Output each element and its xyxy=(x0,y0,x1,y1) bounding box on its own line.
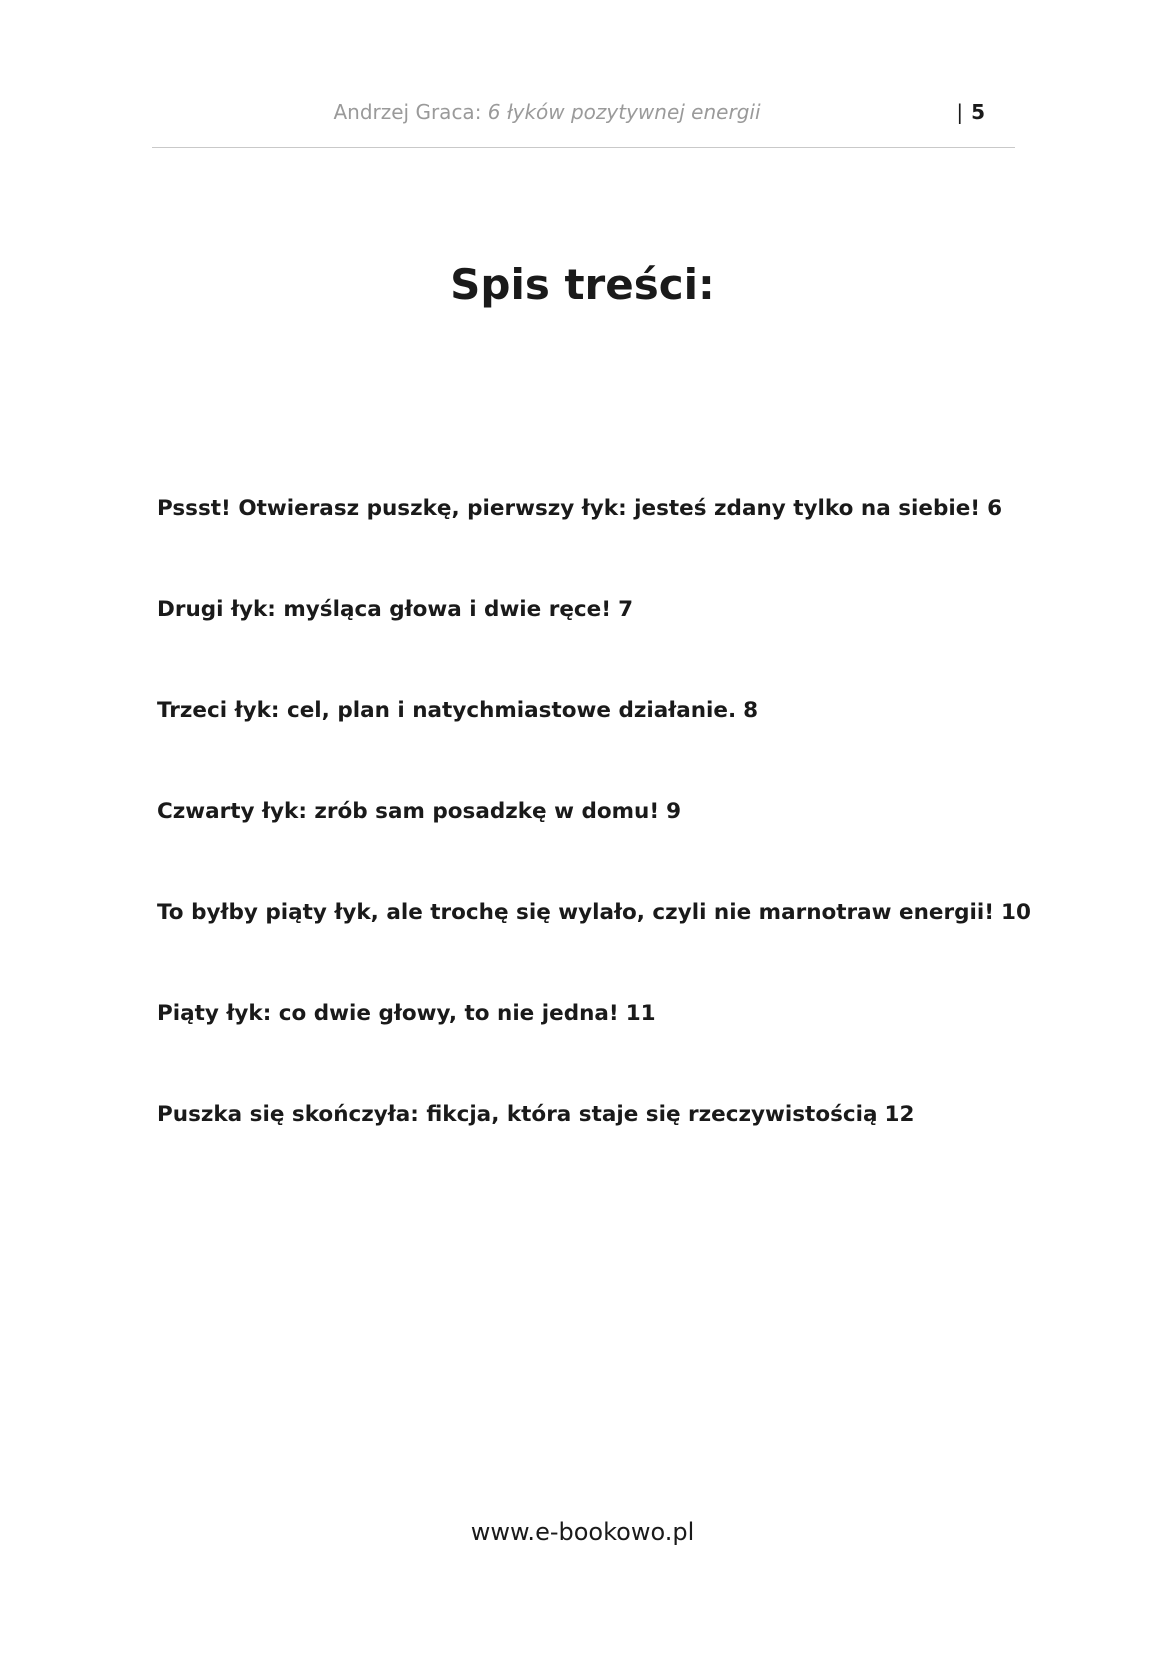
header-title xyxy=(152,100,942,124)
toc-entry-page: 10 xyxy=(1001,900,1031,925)
toc-entry[interactable] xyxy=(157,597,1027,698)
toc-entry[interactable] xyxy=(157,1102,1027,1203)
toc-entry-text: Puszka się skończyła: fikcja, która staje się rzeczywistością xyxy=(157,1102,878,1127)
header-divider xyxy=(152,147,1015,148)
header-page-separator: | xyxy=(956,100,964,124)
toc-entry[interactable] xyxy=(157,496,1027,597)
header-author: Andrzej Graca: xyxy=(333,100,482,124)
toc-entry-page: 11 xyxy=(625,1001,656,1026)
toc-entry-page: 7 xyxy=(618,597,634,622)
toc-list xyxy=(157,496,1031,1203)
toc-entry[interactable] xyxy=(157,1001,1027,1102)
toc-entry-text: Trzeci łyk: cel, plan i natychmiastowe działanie. xyxy=(157,698,737,723)
toc-entry[interactable] xyxy=(157,799,1027,900)
toc-entry[interactable] xyxy=(157,900,1031,1001)
toc-entry-text: Piąty łyk: co dwie głowy, to nie jedna! xyxy=(157,1001,619,1026)
toc-entry[interactable] xyxy=(157,698,1027,799)
toc-entry-text: Drugi łyk: myśląca głowa i dwie ręce! xyxy=(157,597,612,622)
toc-entry-text: Pssst! Otwierasz puszkę, pierwszy łyk: jesteś zdany tylko na siebie! xyxy=(157,496,981,521)
toc-entry-page: 6 xyxy=(987,496,1003,521)
running-header xyxy=(152,96,1015,132)
toc-entry-page: 12 xyxy=(884,1102,915,1127)
header-page-number-value: 5 xyxy=(971,100,985,124)
toc-entry-text: Czwarty łyk: zrób sam posadzkę w domu! xyxy=(157,799,660,824)
header-book-title: 6 łyków pozytywnej energii xyxy=(487,100,761,124)
header-page-number xyxy=(956,100,985,124)
toc-title: Spis treści: xyxy=(450,260,715,309)
toc-entry-page: 9 xyxy=(666,799,682,824)
footer-url[interactable]: www.e-bookowo.pl xyxy=(470,1518,695,1546)
toc-entry-text: To byłby piąty łyk, ale trochę się wylało, czyli nie marnotraw energii! xyxy=(157,900,995,925)
toc-entry-page: 8 xyxy=(743,698,759,723)
